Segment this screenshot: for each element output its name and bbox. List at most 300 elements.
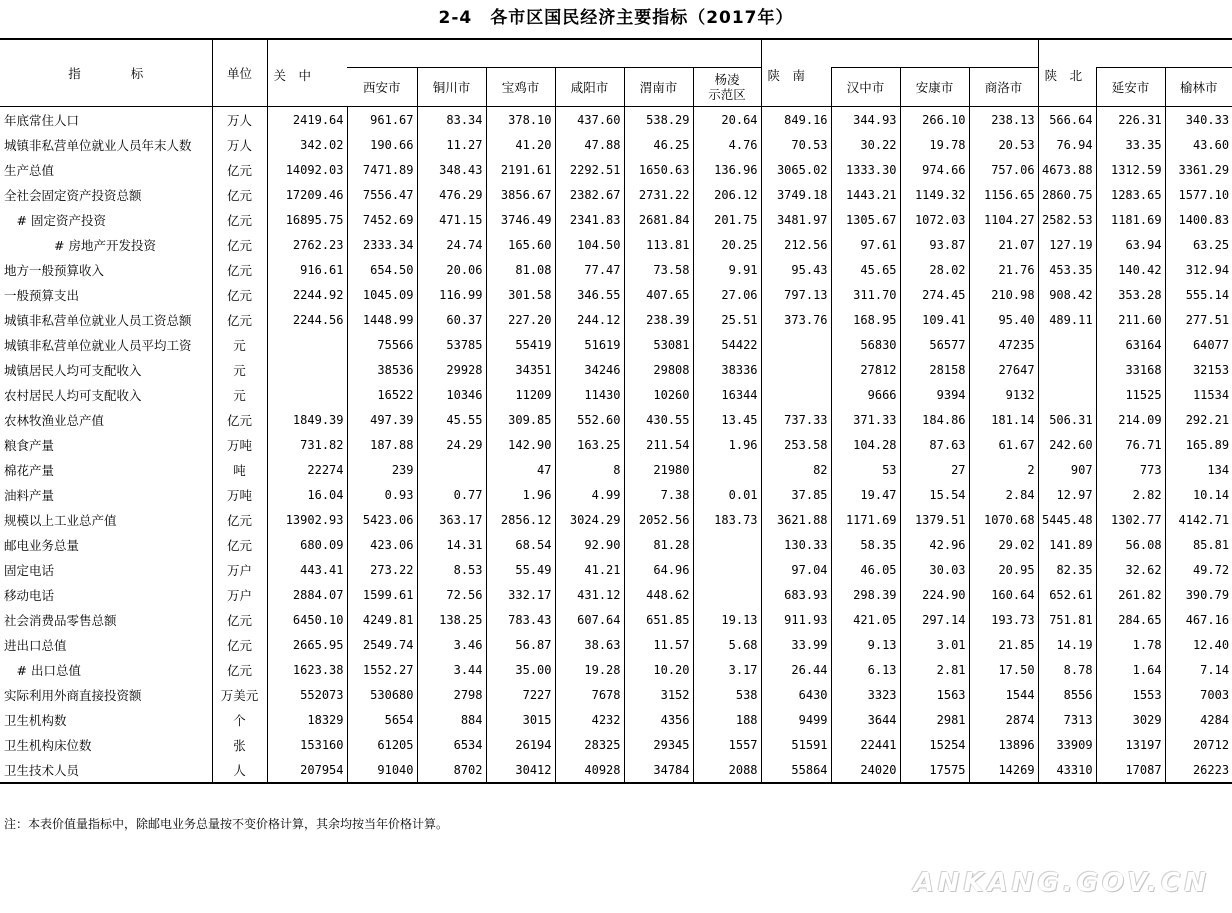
table-row (0, 407, 1232, 432)
value-cell: 6.13 (831, 657, 900, 682)
value-cell: 346.55 (555, 282, 624, 307)
value-cell: 188 (693, 707, 761, 732)
value-cell: 9132 (969, 382, 1038, 407)
value-cell: 20712 (1165, 732, 1232, 757)
row-label: 社会消费品零售总额 (4, 612, 117, 628)
header-tongchuan: 铜川市 (417, 68, 486, 107)
value-cell: 19.28 (555, 657, 624, 682)
value-cell: 20.53 (969, 132, 1038, 157)
value-cell: 134 (1165, 457, 1232, 482)
value-cell: 3749.18 (761, 182, 831, 207)
value-cell: 53081 (624, 332, 693, 357)
value-cell: 0.01 (693, 482, 761, 507)
value-cell: 29345 (624, 732, 693, 757)
value-cell: 14.19 (1038, 632, 1096, 657)
value-cell: 72.56 (417, 582, 486, 607)
value-cell: 538 (693, 682, 761, 707)
value-cell: 116.99 (417, 282, 486, 307)
value-cell: 141.89 (1038, 532, 1096, 557)
value-cell: 239 (347, 457, 417, 482)
table-note: 注：本表价值量指标中，除邮电业务总量按不变价格计算，其余均按当年价格计算。 (4, 817, 449, 831)
value-cell: 1181.69 (1096, 207, 1165, 232)
value-cell: 214.09 (1096, 407, 1165, 432)
value-cell: 51619 (555, 332, 624, 357)
row-unit: 亿元 (212, 607, 267, 632)
value-cell: 0.77 (417, 482, 486, 507)
value-cell: 183.73 (693, 507, 761, 532)
value-cell (267, 382, 347, 407)
value-cell: 1623.38 (267, 657, 347, 682)
header-shangluo: 商洛市 (969, 68, 1038, 107)
table-row (0, 382, 1232, 407)
value-cell: 20.06 (417, 257, 486, 282)
value-cell: 45.65 (831, 257, 900, 282)
value-cell: 6450.10 (267, 607, 347, 632)
header-guanzhong-span (347, 39, 761, 68)
table-row (0, 107, 1232, 133)
table-row (0, 257, 1232, 282)
value-cell: 63.94 (1096, 232, 1165, 257)
value-cell: 63164 (1096, 332, 1165, 357)
row-label: 油料产量 (4, 487, 55, 503)
value-cell: 92.90 (555, 532, 624, 557)
value-cell: 751.81 (1038, 607, 1096, 632)
table-row (0, 507, 1232, 532)
value-cell: 33.35 (1096, 132, 1165, 157)
value-cell: 97.04 (761, 557, 831, 582)
value-cell: 10346 (417, 382, 486, 407)
value-cell: 87.63 (900, 432, 969, 457)
value-cell: 11.57 (624, 632, 693, 657)
row-unit: 万美元 (212, 682, 267, 707)
row-label: 卫生技术人员 (0, 757, 212, 783)
value-cell: 20.25 (693, 232, 761, 257)
value-cell: 2244.56 (267, 307, 347, 332)
value-cell: 9666 (831, 382, 900, 407)
row-label: 城镇非私营单位就业人员工资总额 (4, 312, 192, 328)
value-cell: 22274 (267, 457, 347, 482)
value-cell: 5.68 (693, 632, 761, 657)
value-cell: 33168 (1096, 357, 1165, 382)
value-cell: 4232 (555, 707, 624, 732)
value-cell: 2333.34 (347, 232, 417, 257)
table-row (0, 607, 1232, 632)
value-cell: 181.14 (969, 407, 1038, 432)
row-unit: 万吨 (212, 482, 267, 507)
row-unit: 吨 (212, 457, 267, 482)
value-cell: 2341.83 (555, 207, 624, 232)
value-cell: 1072.03 (900, 207, 969, 232)
value-cell: 53785 (417, 332, 486, 357)
value-cell: 73.58 (624, 257, 693, 282)
value-cell: 63.25 (1165, 232, 1232, 257)
row-label: 年底常住人口 (4, 112, 80, 128)
value-cell: 266.10 (900, 107, 969, 133)
value-cell: 1305.67 (831, 207, 900, 232)
value-cell: 113.81 (624, 232, 693, 257)
value-cell: 342.02 (267, 132, 347, 157)
value-cell (417, 457, 486, 482)
value-cell: 371.33 (831, 407, 900, 432)
value-cell: 41.20 (486, 132, 555, 157)
value-cell: 104.28 (831, 432, 900, 457)
value-cell: 17575 (900, 757, 969, 783)
value-cell: 64077 (1165, 332, 1232, 357)
value-cell: 28325 (555, 732, 624, 757)
value-cell: 378.10 (486, 107, 555, 133)
value-cell: 2884.07 (267, 582, 347, 607)
value-cell: 40928 (555, 757, 624, 783)
value-cell: 3481.97 (761, 207, 831, 232)
value-cell: 757.06 (969, 157, 1038, 182)
value-cell: 55419 (486, 332, 555, 357)
value-cell: 11525 (1096, 382, 1165, 407)
value-cell: 2292.51 (555, 157, 624, 182)
value-cell: 19.47 (831, 482, 900, 507)
value-cell: 849.16 (761, 107, 831, 133)
value-cell: 34784 (624, 757, 693, 783)
value-cell: 2665.95 (267, 632, 347, 657)
value-cell: 76.71 (1096, 432, 1165, 457)
value-cell: 20.64 (693, 107, 761, 133)
value-cell: 13.45 (693, 407, 761, 432)
value-cell: 17.50 (969, 657, 1038, 682)
value-cell: 884 (417, 707, 486, 732)
value-cell: 153160 (267, 732, 347, 757)
header-shannan-span (831, 39, 1038, 68)
value-cell: 55864 (761, 757, 831, 783)
table-row (0, 307, 1232, 332)
header-yanan: 延安市 (1096, 68, 1165, 107)
value-cell: 46.25 (624, 132, 693, 157)
value-cell: 974.66 (900, 157, 969, 182)
value-cell: 16.04 (267, 482, 347, 507)
value-cell: 11209 (486, 382, 555, 407)
value-cell: 390.79 (1165, 582, 1232, 607)
header-unit: 单位 (212, 39, 267, 107)
value-cell: 61205 (347, 732, 417, 757)
value-cell: 3024.29 (555, 507, 624, 532)
value-cell: 14.31 (417, 532, 486, 557)
value-cell (761, 357, 831, 382)
value-cell: 8702 (417, 757, 486, 783)
value-cell: 651.85 (624, 607, 693, 632)
value-cell: 47235 (969, 332, 1038, 357)
value-cell (1038, 382, 1096, 407)
value-cell: 28.02 (900, 257, 969, 282)
row-label: 邮电业务总量 (4, 537, 80, 553)
header-ankang: 安康市 (900, 68, 969, 107)
row-unit: 亿元 (212, 207, 267, 232)
value-cell: 297.14 (900, 607, 969, 632)
row-label: 一般预算支出 (4, 287, 80, 303)
value-cell: 607.64 (555, 607, 624, 632)
value-cell: 168.95 (831, 307, 900, 332)
value-cell: 82 (761, 457, 831, 482)
value-cell: 224.90 (900, 582, 969, 607)
value-cell: 4284 (1165, 707, 1232, 732)
value-cell: 61.67 (969, 432, 1038, 457)
row-label: # 出口总值 (4, 662, 81, 678)
value-cell: 11.27 (417, 132, 486, 157)
value-cell: 64.96 (624, 557, 693, 582)
value-cell: 253.58 (761, 432, 831, 457)
value-cell: 2419.64 (267, 107, 347, 133)
value-cell: 298.39 (831, 582, 900, 607)
value-cell: 227.20 (486, 307, 555, 332)
value-cell: 7452.69 (347, 207, 417, 232)
value-cell: 16895.75 (267, 207, 347, 232)
value-cell: 3644 (831, 707, 900, 732)
value-cell: 187.88 (347, 432, 417, 457)
value-cell: 21.76 (969, 257, 1038, 282)
row-label: 生产总值 (4, 162, 55, 178)
value-cell: 273.22 (347, 557, 417, 582)
table-header (0, 39, 1232, 107)
table-row (0, 557, 1232, 582)
value-cell: 49.72 (1165, 557, 1232, 582)
value-cell: 5423.06 (347, 507, 417, 532)
value-cell: 421.05 (831, 607, 900, 632)
row-unit: 人 (212, 757, 267, 783)
value-cell: 652.61 (1038, 582, 1096, 607)
value-cell: 555.14 (1165, 282, 1232, 307)
value-cell: 226.31 (1096, 107, 1165, 133)
value-cell: 163.25 (555, 432, 624, 457)
value-cell: 21980 (624, 457, 693, 482)
value-cell: 20.95 (969, 557, 1038, 582)
value-cell: 2.81 (900, 657, 969, 682)
row-label: 地方一般预算收入 (4, 262, 105, 278)
value-cell: 737.33 (761, 407, 831, 432)
value-cell: 309.85 (486, 407, 555, 432)
value-cell: 1312.59 (1096, 157, 1165, 182)
value-cell: 17087 (1096, 757, 1165, 783)
row-label: 进出口总值 (4, 637, 67, 653)
value-cell: 430.55 (624, 407, 693, 432)
value-cell: 68.54 (486, 532, 555, 557)
value-cell: 284.65 (1096, 607, 1165, 632)
value-cell: 2191.61 (486, 157, 555, 182)
row-label: # 固定资产投资 (4, 212, 106, 228)
value-cell: 3.46 (417, 632, 486, 657)
value-cell: 60.37 (417, 307, 486, 332)
value-cell: 35.00 (486, 657, 555, 682)
value-cell (761, 332, 831, 357)
row-unit: 亿元 (212, 632, 267, 657)
value-cell: 363.17 (417, 507, 486, 532)
header-baoji: 宝鸡市 (486, 68, 555, 107)
value-cell: 27 (900, 457, 969, 482)
header-yangling-line1: 杨凌 (714, 72, 740, 87)
value-cell: 7.14 (1165, 657, 1232, 682)
value-cell: 1552.27 (347, 657, 417, 682)
value-cell (693, 457, 761, 482)
value-cell: 373.76 (761, 307, 831, 332)
value-cell: 5445.48 (1038, 507, 1096, 532)
value-cell: 160.64 (969, 582, 1038, 607)
value-cell: 33.99 (761, 632, 831, 657)
row-label: 农村居民人均可支配收入 (4, 387, 142, 403)
value-cell: 238.13 (969, 107, 1038, 133)
value-cell: 344.93 (831, 107, 900, 133)
value-cell: 0.93 (347, 482, 417, 507)
value-cell: 10.20 (624, 657, 693, 682)
value-cell: 51591 (761, 732, 831, 757)
value-cell: 1149.32 (900, 182, 969, 207)
value-cell: 15.54 (900, 482, 969, 507)
header-shanbei: 陕 北 (1038, 39, 1096, 107)
value-cell: 2382.67 (555, 182, 624, 207)
value-cell: 7678 (555, 682, 624, 707)
value-cell: 34351 (486, 357, 555, 382)
row-unit: 万吨 (212, 432, 267, 457)
value-cell: 1563 (900, 682, 969, 707)
value-cell: 1443.21 (831, 182, 900, 207)
value-cell: 467.16 (1165, 607, 1232, 632)
value-cell: 448.62 (624, 582, 693, 607)
value-cell: 7003 (1165, 682, 1232, 707)
value-cell: 45.55 (417, 407, 486, 432)
row-label: 卫生机构数 (4, 712, 67, 728)
table-row (0, 707, 1232, 732)
value-cell: 16522 (347, 382, 417, 407)
value-cell: 783.43 (486, 607, 555, 632)
value-cell: 93.87 (900, 232, 969, 257)
value-cell: 911.93 (761, 607, 831, 632)
value-cell: 27.06 (693, 282, 761, 307)
table-row (0, 332, 1232, 357)
value-cell: 1650.63 (624, 157, 693, 182)
value-cell: 70.53 (761, 132, 831, 157)
value-cell: 552073 (267, 682, 347, 707)
value-cell: 32153 (1165, 357, 1232, 382)
value-cell: 6534 (417, 732, 486, 757)
value-cell: 210.98 (969, 282, 1038, 307)
value-cell: 190.66 (347, 132, 417, 157)
value-cell: 443.41 (267, 557, 347, 582)
site-watermark: ANKANG.GOV.CN (913, 868, 1210, 898)
table-row (0, 732, 1232, 757)
value-cell: 26223 (1165, 757, 1232, 783)
value-cell: 3.17 (693, 657, 761, 682)
row-label: 规模以上工业总产值 (4, 512, 117, 528)
value-cell (267, 332, 347, 357)
value-cell: 7.38 (624, 482, 693, 507)
row-label: 粮食产量 (4, 437, 55, 453)
value-cell: 56.08 (1096, 532, 1165, 557)
value-cell: 13896 (969, 732, 1038, 757)
table-row (0, 482, 1232, 507)
value-cell: 184.86 (900, 407, 969, 432)
value-cell: 47.88 (555, 132, 624, 157)
value-cell: 85.81 (1165, 532, 1232, 557)
value-cell: 407.65 (624, 282, 693, 307)
value-cell: 3.44 (417, 657, 486, 682)
value-cell: 1.96 (486, 482, 555, 507)
value-cell: 530680 (347, 682, 417, 707)
value-cell: 961.67 (347, 107, 417, 133)
value-cell: 654.50 (347, 257, 417, 282)
value-cell: 797.13 (761, 282, 831, 307)
value-cell: 3152 (624, 682, 693, 707)
row-unit: 万人 (212, 107, 267, 133)
value-cell: 136.96 (693, 157, 761, 182)
value-cell: 7313 (1038, 707, 1096, 732)
row-unit: 亿元 (212, 532, 267, 557)
value-cell: 27647 (969, 357, 1038, 382)
row-label: 棉花产量 (4, 462, 55, 478)
value-cell: 340.33 (1165, 107, 1232, 133)
header-shanbei-span (1096, 39, 1232, 68)
value-cell: 4249.81 (347, 607, 417, 632)
value-cell: 423.06 (347, 532, 417, 557)
value-cell: 497.39 (347, 407, 417, 432)
row-label: 农林牧渔业总产值 (4, 412, 105, 428)
value-cell: 2.84 (969, 482, 1038, 507)
value-cell: 538.29 (624, 107, 693, 133)
row-label: 实际利用外商直接投资额 (4, 687, 142, 703)
value-cell: 10260 (624, 382, 693, 407)
value-cell: 2582.53 (1038, 207, 1096, 232)
value-cell: 731.82 (267, 432, 347, 457)
value-cell (693, 557, 761, 582)
header-indicator: 指 标 (0, 39, 212, 107)
value-cell: 32.62 (1096, 557, 1165, 582)
value-cell: 206.12 (693, 182, 761, 207)
value-cell: 29.02 (969, 532, 1038, 557)
value-cell: 211.60 (1096, 307, 1165, 332)
value-cell: 3029 (1096, 707, 1165, 732)
value-cell: 2856.12 (486, 507, 555, 532)
value-cell: 46.05 (831, 557, 900, 582)
value-cell: 34246 (555, 357, 624, 382)
value-cell: 2088 (693, 757, 761, 783)
value-cell: 1.96 (693, 432, 761, 457)
value-cell: 43.60 (1165, 132, 1232, 157)
value-cell: 3065.02 (761, 157, 831, 182)
value-cell: 41.21 (555, 557, 624, 582)
value-cell: 38536 (347, 357, 417, 382)
value-cell: 2.82 (1096, 482, 1165, 507)
value-cell: 908.42 (1038, 282, 1096, 307)
value-cell: 97.61 (831, 232, 900, 257)
value-cell: 47 (486, 457, 555, 482)
value-cell (693, 532, 761, 557)
value-cell: 91040 (347, 757, 417, 783)
value-cell: 4.76 (693, 132, 761, 157)
header-yulin: 榆林市 (1165, 68, 1232, 107)
row-unit: 万户 (212, 582, 267, 607)
value-cell: 7227 (486, 682, 555, 707)
row-unit: 亿元 (212, 407, 267, 432)
value-cell: 353.28 (1096, 282, 1165, 307)
value-cell: 3.01 (900, 632, 969, 657)
value-cell: 37.85 (761, 482, 831, 507)
row-label: # 房地产开发投资 (4, 237, 156, 253)
row-unit: 亿元 (212, 257, 267, 282)
value-cell: 311.70 (831, 282, 900, 307)
value-cell: 201.75 (693, 207, 761, 232)
value-cell (267, 357, 347, 382)
value-cell: 21.07 (969, 232, 1038, 257)
value-cell: 680.09 (267, 532, 347, 557)
value-cell: 55.49 (486, 557, 555, 582)
table-row (0, 532, 1232, 557)
row-label: 全社会固定资产投资总额 (4, 187, 142, 203)
value-cell: 1400.83 (1165, 207, 1232, 232)
value-cell: 8556 (1038, 682, 1096, 707)
